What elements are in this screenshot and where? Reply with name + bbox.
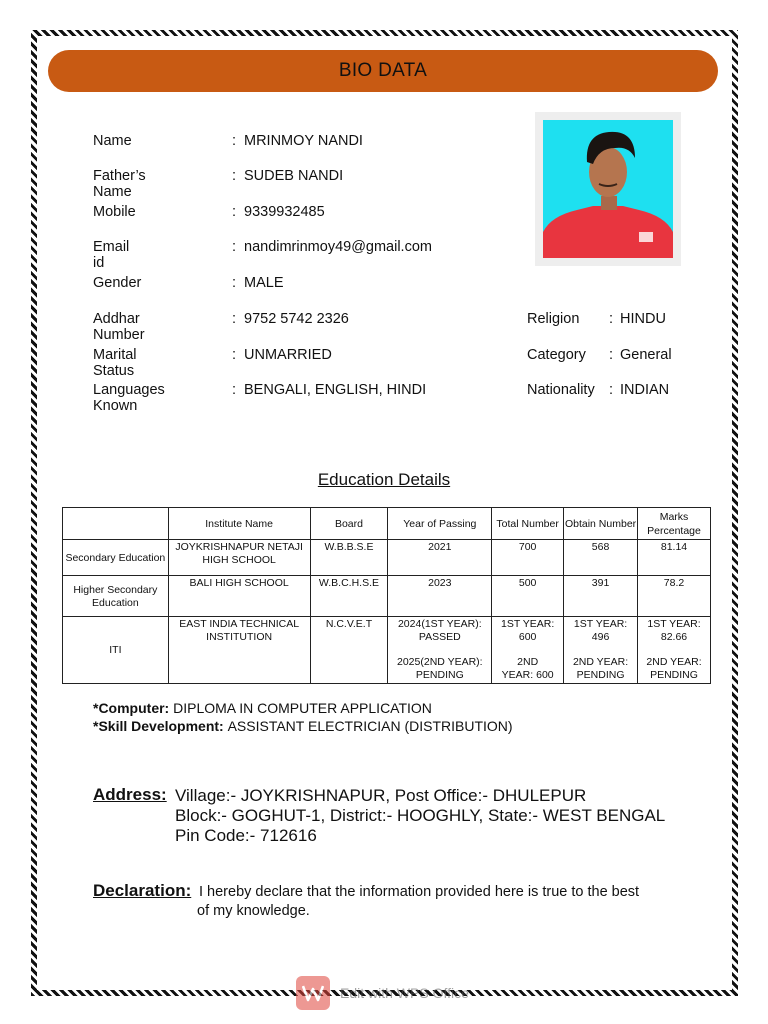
- obtain-first: 1ST YEAR: 496: [573, 618, 628, 643]
- marital-status-value: UNMARRIED: [244, 347, 332, 363]
- table-row: [63, 540, 711, 576]
- education-table: [62, 507, 711, 684]
- religion-value: HINDU: [620, 311, 666, 327]
- mobile-label: Mobile: [93, 204, 136, 220]
- category-value: General: [620, 347, 672, 363]
- nationality-value: INDIAN: [620, 382, 670, 398]
- colon: :: [609, 311, 614, 327]
- cell-percentage: 78.2: [638, 576, 711, 617]
- category-label: Category: [527, 347, 586, 363]
- skill-value: ASSISTANT ELECTRICIAN (DISTRIBUTION): [227, 718, 513, 734]
- colon: :: [609, 382, 614, 398]
- cell-board: N.C.V.E.T: [310, 617, 388, 684]
- colon: :: [232, 168, 237, 184]
- table-row: [63, 617, 711, 684]
- cell-total: 700: [492, 540, 564, 576]
- cell-institute: BALI HIGH SCHOOL: [168, 576, 310, 617]
- header-board: Board: [310, 508, 388, 540]
- aadhar-label: Addhar Number: [93, 311, 145, 343]
- header-level: [63, 508, 169, 540]
- total-first: 1ST YEAR: 600: [500, 618, 555, 643]
- header-year: Year of Passing: [388, 508, 492, 540]
- name-value: MRINMOY NANDI: [244, 133, 363, 149]
- title-banner: [48, 50, 718, 92]
- languages-label: Languages Known: [93, 382, 165, 414]
- colon: :: [232, 311, 237, 327]
- cell-obtain: 391: [564, 576, 638, 617]
- wps-logo-icon: [296, 976, 330, 1010]
- colon: :: [232, 133, 237, 149]
- declaration-line-2: of my knowledge.: [197, 903, 310, 919]
- nationality-label: Nationality: [527, 382, 595, 398]
- colon: :: [232, 275, 237, 291]
- percent-first: 1ST YEAR: 82.66: [647, 618, 701, 643]
- languages-value: BENGALI, ENGLISH, HINDI: [244, 382, 427, 398]
- table-row: [63, 576, 711, 617]
- religion-label: Religion: [527, 311, 580, 327]
- colon: :: [232, 382, 237, 398]
- cell-year: 2021: [388, 540, 492, 576]
- address-label: Address:: [93, 785, 167, 804]
- cell-total: [492, 617, 564, 684]
- header-institute: Institute Name: [168, 508, 310, 540]
- year-second: 2025(2ND YEAR): PENDING: [397, 656, 483, 681]
- colon: :: [232, 347, 237, 363]
- header-total: Total Number: [492, 508, 564, 540]
- table-header-row: [63, 508, 711, 540]
- name-label: Name: [93, 133, 132, 149]
- declaration-text: [199, 883, 689, 921]
- cell-level: ITI: [63, 617, 169, 684]
- mobile-value: 9339932485: [244, 204, 325, 220]
- cell-level: Secondary Education: [63, 540, 169, 576]
- father-name-value: SUDEB NANDI: [244, 168, 344, 184]
- colon: :: [609, 347, 614, 363]
- wps-watermark: [296, 976, 469, 1010]
- education-title: Education Details: [317, 470, 451, 489]
- email-label: Email id: [93, 239, 130, 271]
- address-line-3: Pin Code:- 712616: [175, 826, 317, 845]
- email-value: nandimrinmoy49@gmail.com: [244, 239, 432, 255]
- obtain-second: 2ND YEAR: PENDING: [572, 656, 629, 681]
- total-second: 2ND YEAR: 600: [501, 656, 554, 681]
- watermark-text: Edit with WPS Office: [340, 985, 469, 1001]
- year-first: 2024(1ST YEAR): PASSED: [397, 618, 482, 643]
- cell-obtain: 568: [564, 540, 638, 576]
- gender-value: MALE: [244, 275, 284, 291]
- header-obtain: Obtain Number: [564, 508, 638, 540]
- percent-second: 2ND YEAR: PENDING: [646, 656, 702, 681]
- address-line-2: Block:- GOGHUT-1, District:- HOOGHLY, State:- WEST BENGAL: [175, 806, 666, 825]
- skill-label: *Skill Development:: [93, 718, 228, 734]
- computer-label: *Computer:: [93, 700, 174, 716]
- cell-institute: EAST INDIA TECHNICAL INSTITUTION: [168, 617, 310, 684]
- cell-percentage: [638, 617, 711, 684]
- cell-board: W.B.C.H.S.E: [310, 576, 388, 617]
- profile-photo: [535, 112, 681, 266]
- gender-label: Gender: [93, 275, 142, 291]
- declaration-label: Declaration:: [93, 881, 192, 900]
- colon: :: [232, 204, 237, 220]
- cell-board: W.B.B.S.E: [310, 540, 388, 576]
- page-title: BIO DATA: [338, 60, 428, 81]
- computer-value: DIPLOMA IN COMPUTER APPLICATION: [173, 700, 432, 716]
- cell-year: 2023: [388, 576, 492, 617]
- marital-status-label: Marital Status: [93, 347, 137, 379]
- cell-level: Higher Secondary Education: [63, 576, 169, 617]
- aadhar-value: 9752 5742 2326: [244, 311, 349, 327]
- cell-percentage: 81.14: [638, 540, 711, 576]
- person-photo-icon: [543, 120, 673, 258]
- declaration-line-1: I hereby declare that the information provided here is true to the best: [199, 884, 640, 900]
- cell-year: [388, 617, 492, 684]
- header-percentage: Marks Percentage: [638, 508, 711, 540]
- computer-line: [93, 700, 432, 716]
- cell-institute: JOYKRISHNAPUR NETAJI HIGH SCHOOL: [168, 540, 310, 576]
- cell-obtain: [564, 617, 638, 684]
- address-line-1: Village:- JOYKRISHNAPUR, Post Office:- DHULEPUR: [175, 786, 587, 805]
- colon: :: [232, 239, 237, 255]
- skill-line: [93, 718, 513, 734]
- father-name-label: Father’s Name: [93, 168, 146, 200]
- cell-total: 500: [492, 576, 564, 617]
